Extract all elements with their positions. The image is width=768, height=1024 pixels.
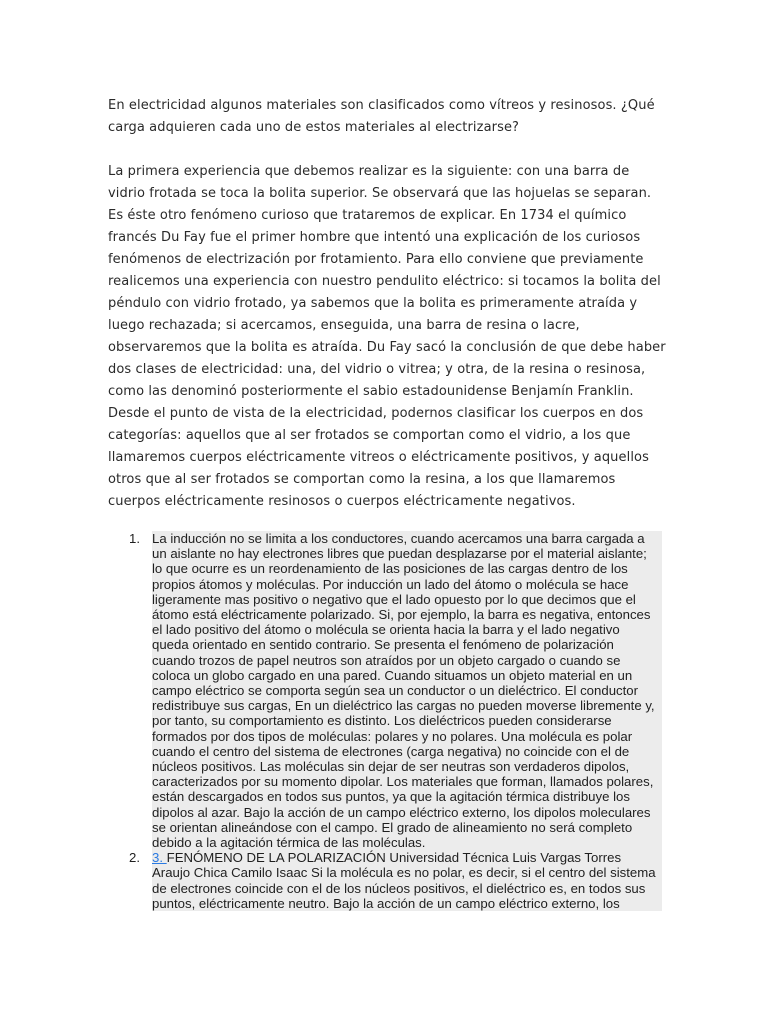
reference-link[interactable]: 3. [152,850,167,866]
intro-section [108,95,668,513]
list-item-2 [127,850,662,911]
list-item-number: 2. [129,850,140,866]
numbered-list [127,531,662,924]
intro-question: En electricidad algunos materiales son clasificados como vítreos y resinosos. ¿Qué carga adquieren cada uno de estos materiales al electrizarse? [108,98,655,135]
list-item-text: FENÓMENO DE LA POLARIZACIÓN Universidad Técnica Luis Vargas Torres Araujo Chica Camilo Isaac Si la molécula es no polar, es decir, si el centro del sistema de electrones coincide con el de los núcleos positivos, el dieléctrico es, en todos sus puntos, eléctricamente neutro. Bajo la acción de un campo eléctrico externo, los [152,850,656,911]
intro-paragraph: La primera experiencia que debemos realizar es la siguiente: con una barra de vidrio frotada se toca la bolita superior. Se observará que las hojuelas se separan. Es éste otro fenómeno curioso que trataremos de explicar. En 1734 el químico francés Du Fay fue el primer hombre que intentó una explicación de los curiosos fenómenos de electrización por frotamiento. Para ello conviene que previamente realicemos una experiencia con nuestro pendulito eléctrico: si tocamos la bolita del péndulo con vidrio frotado, ya sabemos que la bolita es primeramente atraída y luego rechazada; si acercamos, enseguida, una barra de resina o lacre, observaremos que la bolita es atraída. Du Fay sacó la conclusión de que debe haber dos clases de electricidad: una, del vidrio o vitrea; y otra, de la resina o resinosa, como las denominó posteriormente el sabio estadounidense Benjamín Franklin. Desde el punto de vista de la electricidad, podernos clasificar los cuerpos en dos categorías: aquellos que al ser frotados se comportan como el vidrio, a los que llamaremos cuerpos eléctricamente vitreos o eléctricamente positivos, y aquellos otros que al ser frotados se comportan como la resina, a los que llamaremos cuerpos eléctricamente resinosos o cuerpos eléctricamente negativos. [108,164,666,509]
list-item-text: La inducción no se limita a los conductores, cuando acercamos una barra cargada a un aislante no hay electrones libres que puedan desplazarse por el material aislante; lo que ocurre es un reordenamiento de las posiciones de las cargas dentro de los propios átomos y moléculas. Por inducción un lado del átomo o molécula se hace ligeramente mas positivo o negativo que el lado opuesto por lo que decimos que el átomo está eléctricamente polarizado. Si, por ejemplo, la barra es negativa, entonces el lado positivo del átomo o molécula se orienta hacia la barra y el lado negativo queda orientado en sentido contrario. Se presenta el fenómeno de polarización cuando trozos de papel neutros son atraídos por un objeto cargado o cuando se coloca un globo cargado en una pared. Cuando situamos un objeto material en un campo eléctrico se comporta según sea un conductor o un dieléctrico. El conductor redistribuye sus cargas, En un dieléctrico las cargas no pueden moverse libremente y, por tanto, su comportamiento es distinto. Los dieléctricos pueden considerarse formados por dos tipos de moléculas: polares y no polares. Una molécula es polar cuando el centro del sistema de electrones (carga negativa) no coincide con el de núcleos positivos. Las moléculas sin dejar de ser neutras son verdaderos dipolos, caracterizados por su momento dipolar. Los materiales que forman, llamados polares, están descargados en todos sus puntos, ya que la agitación térmica distribuye los dipolos al azar. Bajo la acción de un campo eléctrico externo, los dipolos moleculares se orientan alineándose con el campo. El grado de alineamiento no será completo debido a la agitación térmica de las moléculas. [152,531,662,850]
list-item-number: 1. [129,531,140,546]
list-item-body [152,850,662,911]
list-item-1 [127,531,662,850]
